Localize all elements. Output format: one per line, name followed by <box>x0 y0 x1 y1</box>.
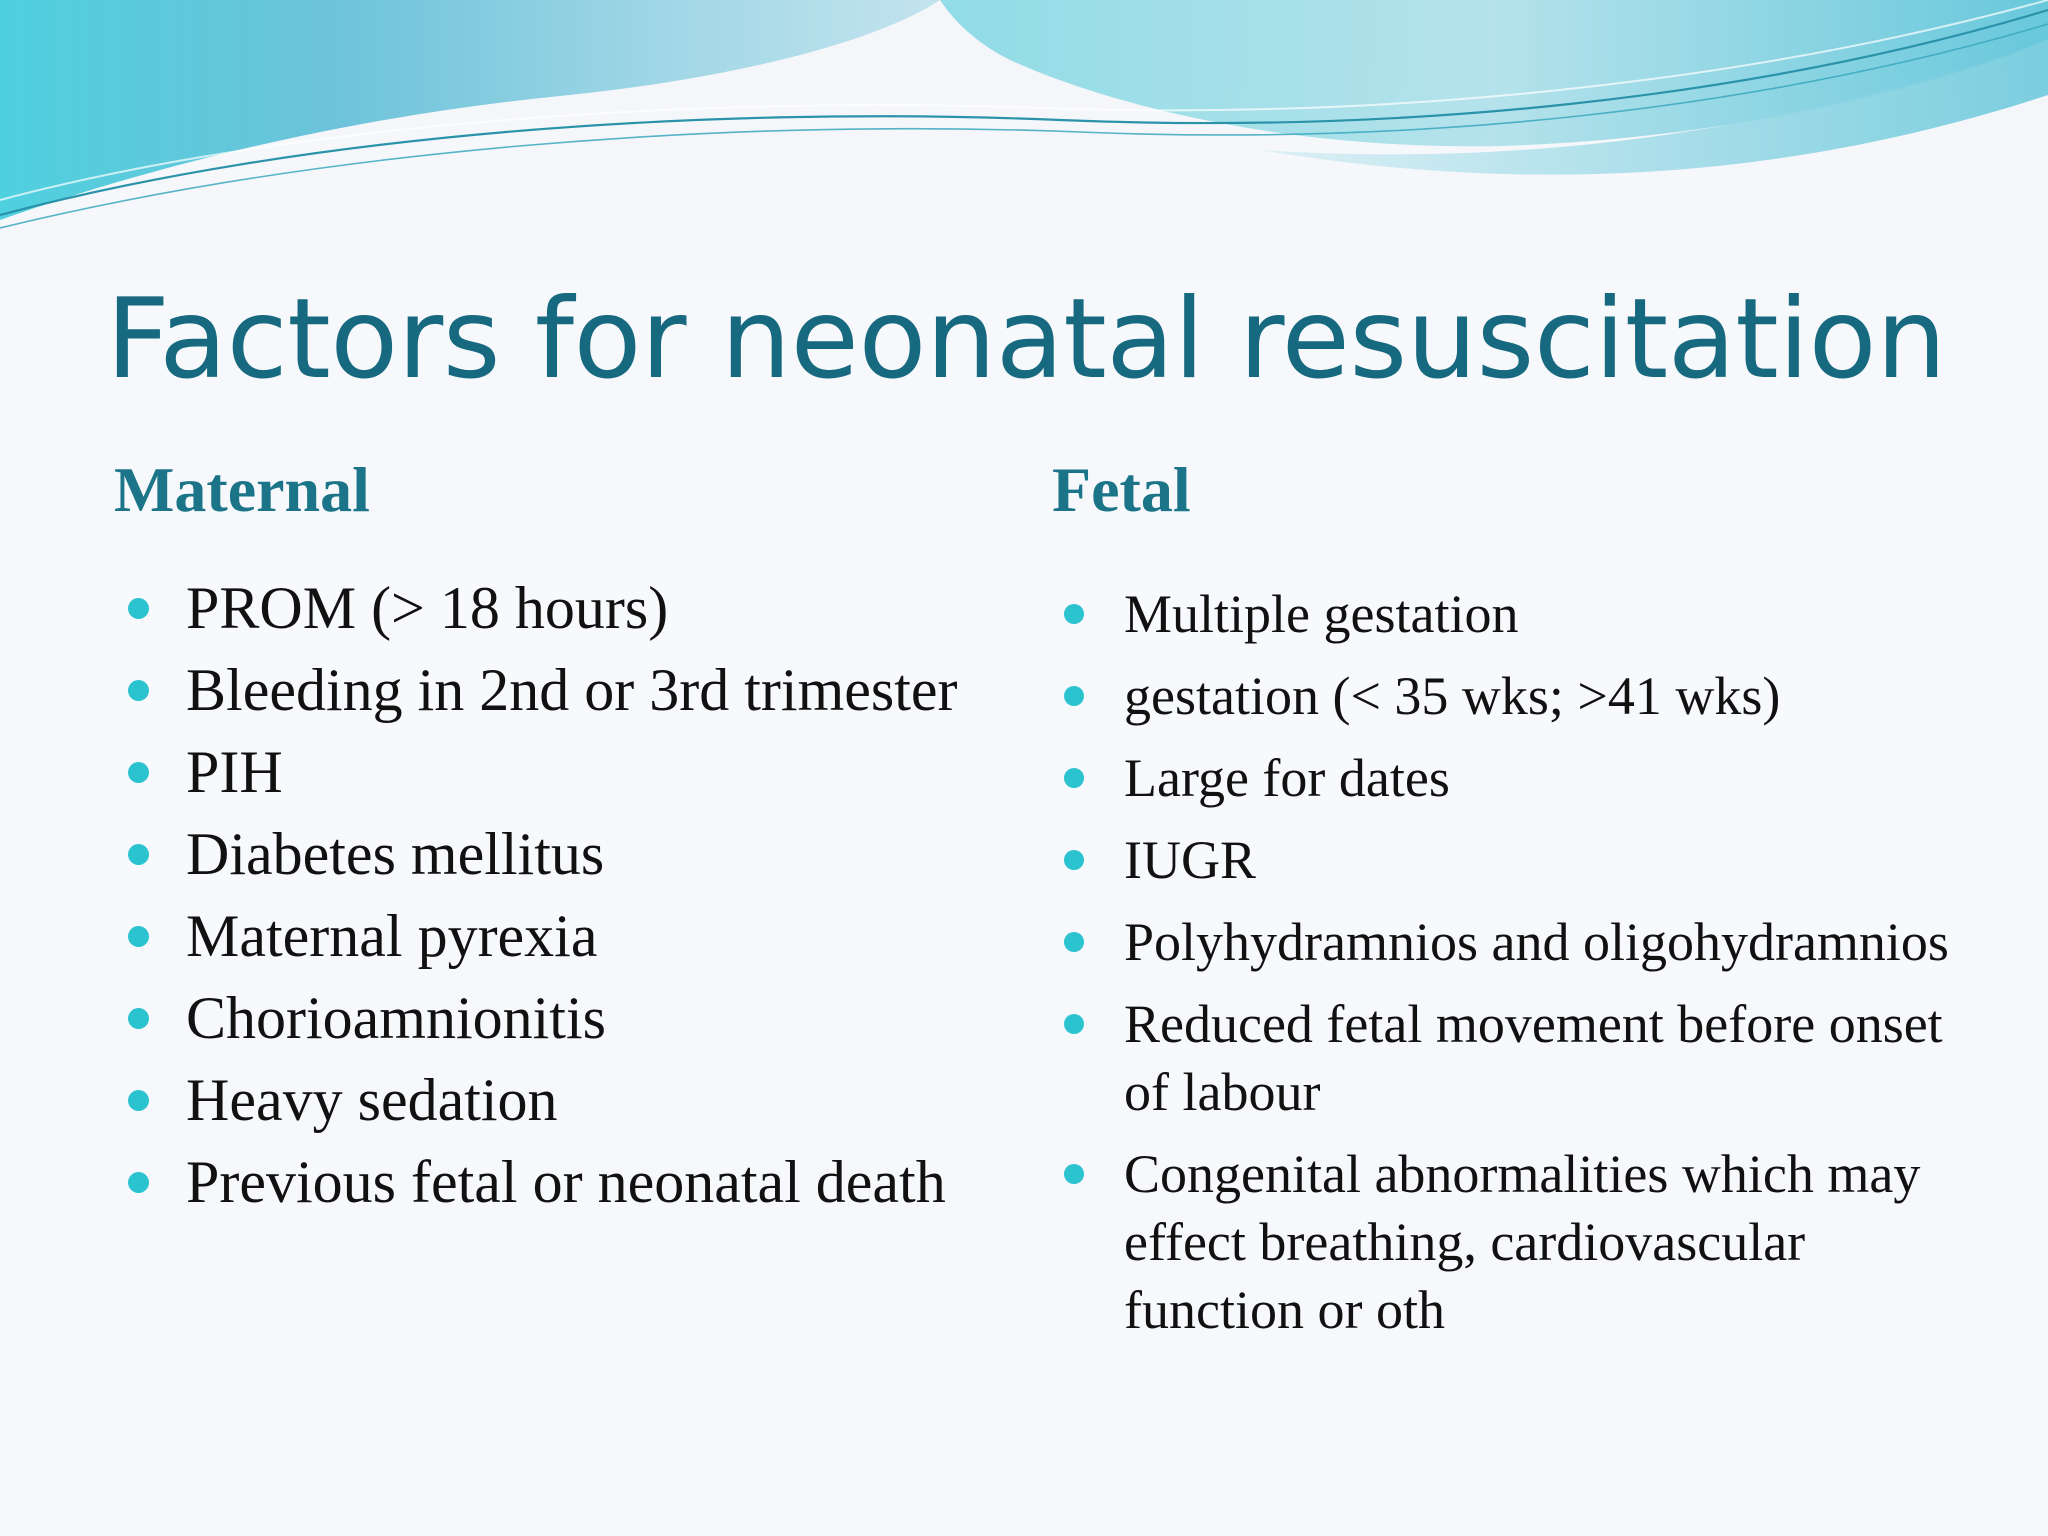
list-item <box>1052 1140 1992 1344</box>
list-item-text: Heavy sedation <box>186 1067 558 1133</box>
bullet-dot-icon <box>128 762 149 783</box>
list-item-text: Diabetes mellitus <box>186 821 605 887</box>
bullet-dot-icon <box>1064 932 1084 952</box>
list-item <box>114 820 974 888</box>
list-item-text: Previous fetal or neonatal death <box>186 1149 946 1215</box>
list-item-text: PROM (> 18 hours) <box>186 575 669 641</box>
list-item-text: gestation (< 35 wks; >41 wks) <box>1124 666 1781 726</box>
list-item-text: Large for dates <box>1124 748 1450 808</box>
maternal-heading: Maternal <box>114 454 370 525</box>
list-item <box>114 738 974 806</box>
list-item-text: Congenital abnormalities which may effect breathing, cardiovascular function or oth <box>1124 1144 1921 1340</box>
bullet-dot-icon <box>128 844 149 865</box>
bullet-dot-icon <box>1064 850 1084 870</box>
bullet-dot-icon <box>1064 604 1084 624</box>
maternal-list <box>114 574 974 1216</box>
list-item <box>114 902 974 970</box>
list-item-text: PIH <box>186 739 283 805</box>
header-wave-decoration <box>0 0 2048 260</box>
list-item <box>1052 990 1992 1126</box>
list-item <box>114 574 974 642</box>
bullet-dot-icon <box>128 598 149 619</box>
list-item-text: Bleeding in 2nd or 3rd trimester <box>186 657 958 723</box>
list-item <box>1052 662 1992 730</box>
list-item <box>1052 580 1992 648</box>
list-item <box>1052 744 1992 812</box>
list-item-text: Reduced fetal movement before onset of labour <box>1124 994 1943 1122</box>
list-item <box>1052 908 1992 976</box>
slide-title: Factors for neonatal resuscitation <box>106 275 1946 404</box>
list-item <box>114 984 974 1052</box>
list-item-text: Chorioamnionitis <box>186 985 606 1051</box>
list-item-text: Multiple gestation <box>1124 584 1519 644</box>
bullet-dot-icon <box>128 1008 149 1029</box>
wave-band-main <box>0 0 940 220</box>
list-item-text: Maternal pyrexia <box>186 903 598 969</box>
bullet-dot-icon <box>1064 1164 1084 1184</box>
bullet-dot-icon <box>1064 686 1084 706</box>
list-item <box>1052 826 1992 894</box>
bullet-dot-icon <box>128 1172 149 1193</box>
list-item <box>114 1066 974 1134</box>
fetal-list <box>1052 580 1992 1344</box>
fetal-heading: Fetal <box>1052 454 1191 525</box>
bullet-dot-icon <box>1064 768 1084 788</box>
list-item-text: Polyhydramnios and oligohydramnios <box>1124 912 1949 972</box>
bullet-dot-icon <box>128 926 149 947</box>
bullet-dot-icon <box>128 1090 149 1111</box>
fetal-column <box>1052 448 1992 1358</box>
bullet-dot-icon <box>1064 1014 1084 1034</box>
list-item <box>114 1148 974 1216</box>
list-item <box>114 656 974 724</box>
list-item-text: IUGR <box>1124 830 1256 890</box>
maternal-column <box>114 448 974 1230</box>
bullet-dot-icon <box>128 680 149 701</box>
